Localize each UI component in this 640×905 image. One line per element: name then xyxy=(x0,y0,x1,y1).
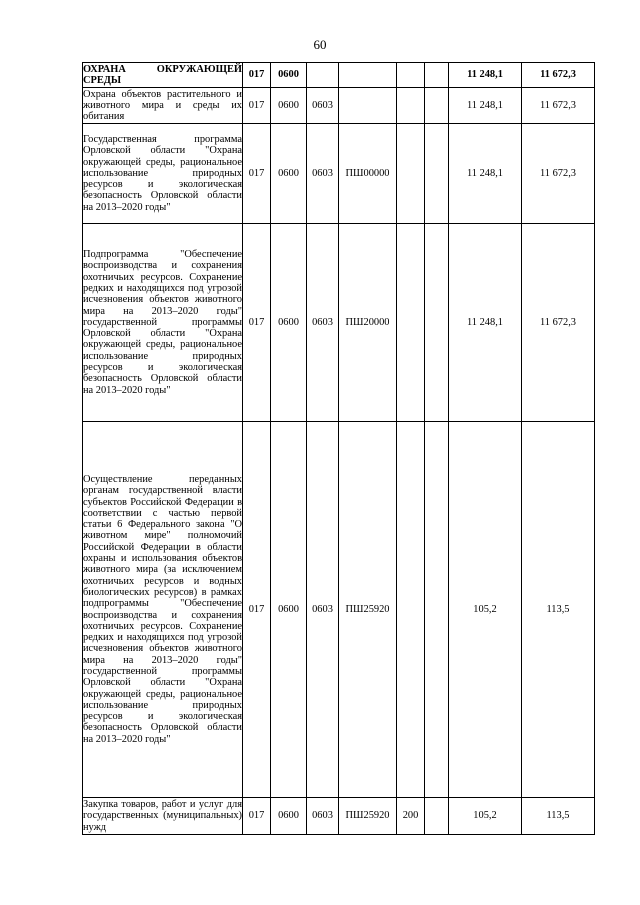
amount-year-1: 105,2 xyxy=(449,422,522,798)
subsection-code: 0603 xyxy=(307,798,339,835)
amount-year-2: 11 672,3 xyxy=(522,88,595,124)
section-code: 0600 xyxy=(271,124,307,224)
amount-year-1: 11 248,1 xyxy=(449,88,522,124)
expense-type xyxy=(397,88,425,124)
amount-year-2: 113,5 xyxy=(522,422,595,798)
target-article: ПШ25920 xyxy=(339,422,397,798)
target-article: ПШ00000 xyxy=(339,124,397,224)
budget-table xyxy=(82,62,595,835)
ministry-code: 017 xyxy=(243,63,271,88)
row-name: Государственная программа Орловской области "Охрана окружающей среды, рациональное использование природных ресурсов и экологическая безопасность Орловской области на 2013–2020 годы" xyxy=(83,124,243,224)
row-name: Охрана объектов растительного и животного мира и среды их обитания xyxy=(83,88,242,123)
target-article: ПШ25920 xyxy=(339,798,397,835)
amount-year-2: 11 672,3 xyxy=(522,124,595,224)
amount-year-2: 11 672,3 xyxy=(522,224,595,422)
section-code: 0600 xyxy=(271,422,307,798)
amount-year-2: 11 672,3 xyxy=(522,63,595,88)
target-article: ПШ20000 xyxy=(339,224,397,422)
empty-cell xyxy=(425,798,449,835)
row-name: ОХРАНА ОКРУЖАЮЩЕЙ СРЕДЫ xyxy=(83,63,242,86)
ministry-code: 017 xyxy=(243,798,271,835)
section-code: 0600 xyxy=(271,63,307,88)
section-code: 0600 xyxy=(271,88,307,124)
amount-year-1: 105,2 xyxy=(449,798,522,835)
row-name: Подпрограмма "Обеспечение воспроизводства и сохранения охотничьих ресурсов. Сохранение редких и находящихся под угрозой исчезновения объектов животного мира на 2013–2020 годы" государственной программы Орловской области "Охрана окружающей среды, рациональное использование природных ресурсов и экологическая безопасность Орловской области на 2013–2020 годы" xyxy=(83,224,243,422)
table-row xyxy=(83,422,595,798)
ministry-code: 017 xyxy=(243,88,271,124)
amount-year-2: 113,5 xyxy=(522,798,595,835)
table-row xyxy=(83,224,595,422)
empty-cell xyxy=(425,63,449,88)
expense-type xyxy=(397,224,425,422)
empty-cell xyxy=(425,124,449,224)
amount-year-1: 11 248,1 xyxy=(449,124,522,224)
subsection-code xyxy=(307,63,339,88)
subsection-code: 0603 xyxy=(307,224,339,422)
subsection-code: 0603 xyxy=(307,124,339,224)
ministry-code: 017 xyxy=(243,224,271,422)
ministry-code: 017 xyxy=(243,124,271,224)
table-row xyxy=(83,63,595,88)
empty-cell xyxy=(425,88,449,124)
table-row xyxy=(83,124,595,224)
target-article xyxy=(339,88,397,124)
subsection-code: 0603 xyxy=(307,422,339,798)
expense-type xyxy=(397,63,425,88)
row-name: Осуществление переданных органам государственной власти субъектов Российской Федерации в соответствии с частью первой статьи 6 Федерального закона "О животном мире" полномочий Российской Федерации в области охраны и использования объектов животного мира (за исключением охотничьих ресурсов и водных биологических ресурсов) в рамках подпрограммы "Обеспечение воспроизводства и сохранения охотничьих ресурсов. Сохранение редких и находящихся под угрозой исчезновения объектов животного мира на 2013–2020 годы" государственной программы Орловской области "Охрана окружающей среды, рациональное использование природных ресурсов и экологическая безопасность Орловской области на 2013–2020 годы" xyxy=(83,422,243,798)
table-row xyxy=(83,88,595,124)
expense-type xyxy=(397,422,425,798)
target-article xyxy=(339,63,397,88)
table-row xyxy=(83,798,595,835)
row-name: Закупка товаров, работ и услуг для государственных (муниципальных) нужд xyxy=(83,799,242,833)
ministry-code: 017 xyxy=(243,422,271,798)
section-code: 0600 xyxy=(271,798,307,835)
expense-type xyxy=(397,124,425,224)
section-code: 0600 xyxy=(271,224,307,422)
amount-year-1: 11 248,1 xyxy=(449,224,522,422)
empty-cell xyxy=(425,422,449,798)
page-number: 60 xyxy=(313,37,327,52)
empty-cell xyxy=(425,224,449,422)
expense-type: 200 xyxy=(397,798,425,835)
subsection-code: 0603 xyxy=(307,88,339,124)
amount-year-1: 11 248,1 xyxy=(449,63,522,88)
